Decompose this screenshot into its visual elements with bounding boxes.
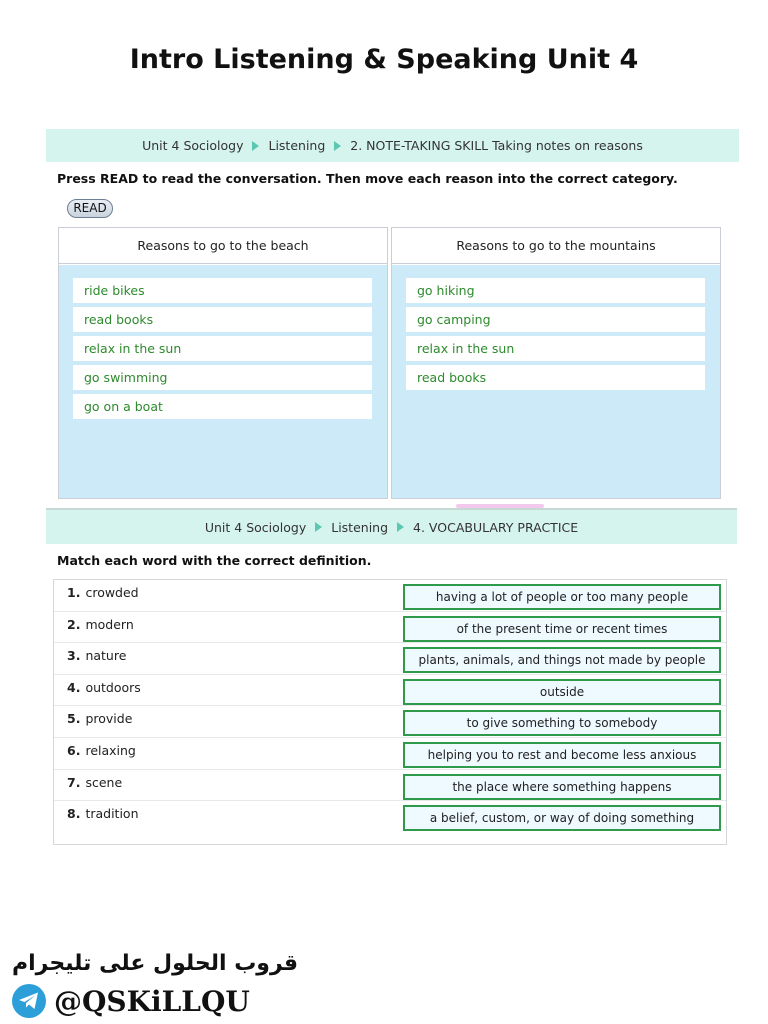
match-table	[53, 579, 727, 845]
watermark-arabic-text: قروب الحلول على تليجرام	[12, 951, 299, 976]
breadcrumb-arrow-icon	[252, 141, 259, 151]
match-row	[54, 801, 726, 833]
reason-chip[interactable]: relax in the sun	[73, 336, 372, 361]
definition-card[interactable]: of the present time or recent times	[403, 616, 721, 642]
watermark	[12, 984, 250, 1018]
match-word: 5. provide	[67, 711, 133, 727]
reason-chip[interactable]: read books	[406, 365, 705, 390]
breadcrumb	[46, 508, 737, 544]
match-word: 6. relaxing	[67, 743, 136, 758]
breadcrumb-activity: 2. NOTE-TAKING SKILL Taking notes on reasons	[350, 138, 643, 153]
breadcrumb-arrow-icon	[315, 522, 322, 532]
activity-instruction: Match each word with the correct definition.	[57, 553, 372, 568]
breadcrumb-arrow-icon	[397, 522, 404, 532]
category-header: Reasons to go to the mountains	[392, 228, 720, 264]
match-word: 1. crowded	[67, 585, 139, 600]
match-word: 7. scene	[67, 774, 123, 790]
match-word: 8. tradition	[67, 806, 139, 822]
definition-card[interactable]: helping you to rest and become less anxious	[403, 742, 721, 768]
definition-card[interactable]: having a lot of people or too many people	[403, 584, 721, 610]
match-row	[54, 738, 726, 770]
category-header: Reasons to go to the beach	[59, 228, 387, 264]
note-taking-activity	[46, 129, 739, 507]
mountains-category[interactable]	[391, 227, 721, 499]
reason-chip[interactable]: relax in the sun	[406, 336, 705, 361]
breadcrumb-arrow-icon	[334, 141, 341, 151]
category-drop-area[interactable]	[392, 265, 720, 498]
breadcrumb	[46, 129, 739, 162]
read-button[interactable]: READ	[67, 199, 113, 218]
breadcrumb-listening[interactable]: Listening	[331, 519, 389, 535]
reason-chip[interactable]: go on a boat	[73, 394, 372, 419]
beach-category[interactable]	[58, 227, 388, 499]
page-title: Intro Listening & Speaking Unit 4	[129, 44, 639, 75]
reason-chip[interactable]: ride bikes	[73, 278, 372, 303]
match-row	[54, 643, 726, 675]
definition-card[interactable]: the place where something happens	[403, 774, 721, 800]
match-word: 3. nature	[67, 648, 127, 664]
breadcrumb-unit[interactable]: Unit 4 Sociology	[204, 519, 307, 535]
match-row	[54, 770, 726, 802]
match-word: 4. outdoors	[67, 679, 141, 695]
activity-instruction: Press READ to read the conversation. Then move each reason into the correct category.	[57, 171, 678, 186]
category-drop-area[interactable]	[59, 265, 387, 498]
definition-card[interactable]: outside	[403, 679, 721, 705]
match-word: 2. modern	[67, 616, 134, 632]
vocabulary-activity	[46, 508, 737, 848]
reason-chip[interactable]: go hiking	[406, 278, 705, 303]
breadcrumb-listening[interactable]: Listening	[268, 138, 326, 153]
reason-chip[interactable]: go camping	[406, 307, 705, 332]
breadcrumb-unit[interactable]: Unit 4 Sociology	[142, 138, 244, 153]
definition-card[interactable]: plants, animals, and things not made by people	[403, 647, 721, 673]
breadcrumb-activity: 4. VOCABULARY PRACTICE	[413, 519, 579, 535]
definition-card[interactable]: to give something to somebody	[403, 710, 721, 736]
reason-chip[interactable]: go swimming	[73, 365, 372, 390]
telegram-icon	[12, 984, 46, 1018]
definition-card[interactable]: a belief, custom, or way of doing something	[403, 805, 721, 831]
reason-chip[interactable]: read books	[73, 307, 372, 332]
match-row	[54, 706, 726, 738]
match-row	[54, 675, 726, 707]
match-row	[54, 612, 726, 644]
match-row	[54, 580, 726, 612]
watermark-handle: @QSKiLLQU	[54, 984, 250, 1018]
